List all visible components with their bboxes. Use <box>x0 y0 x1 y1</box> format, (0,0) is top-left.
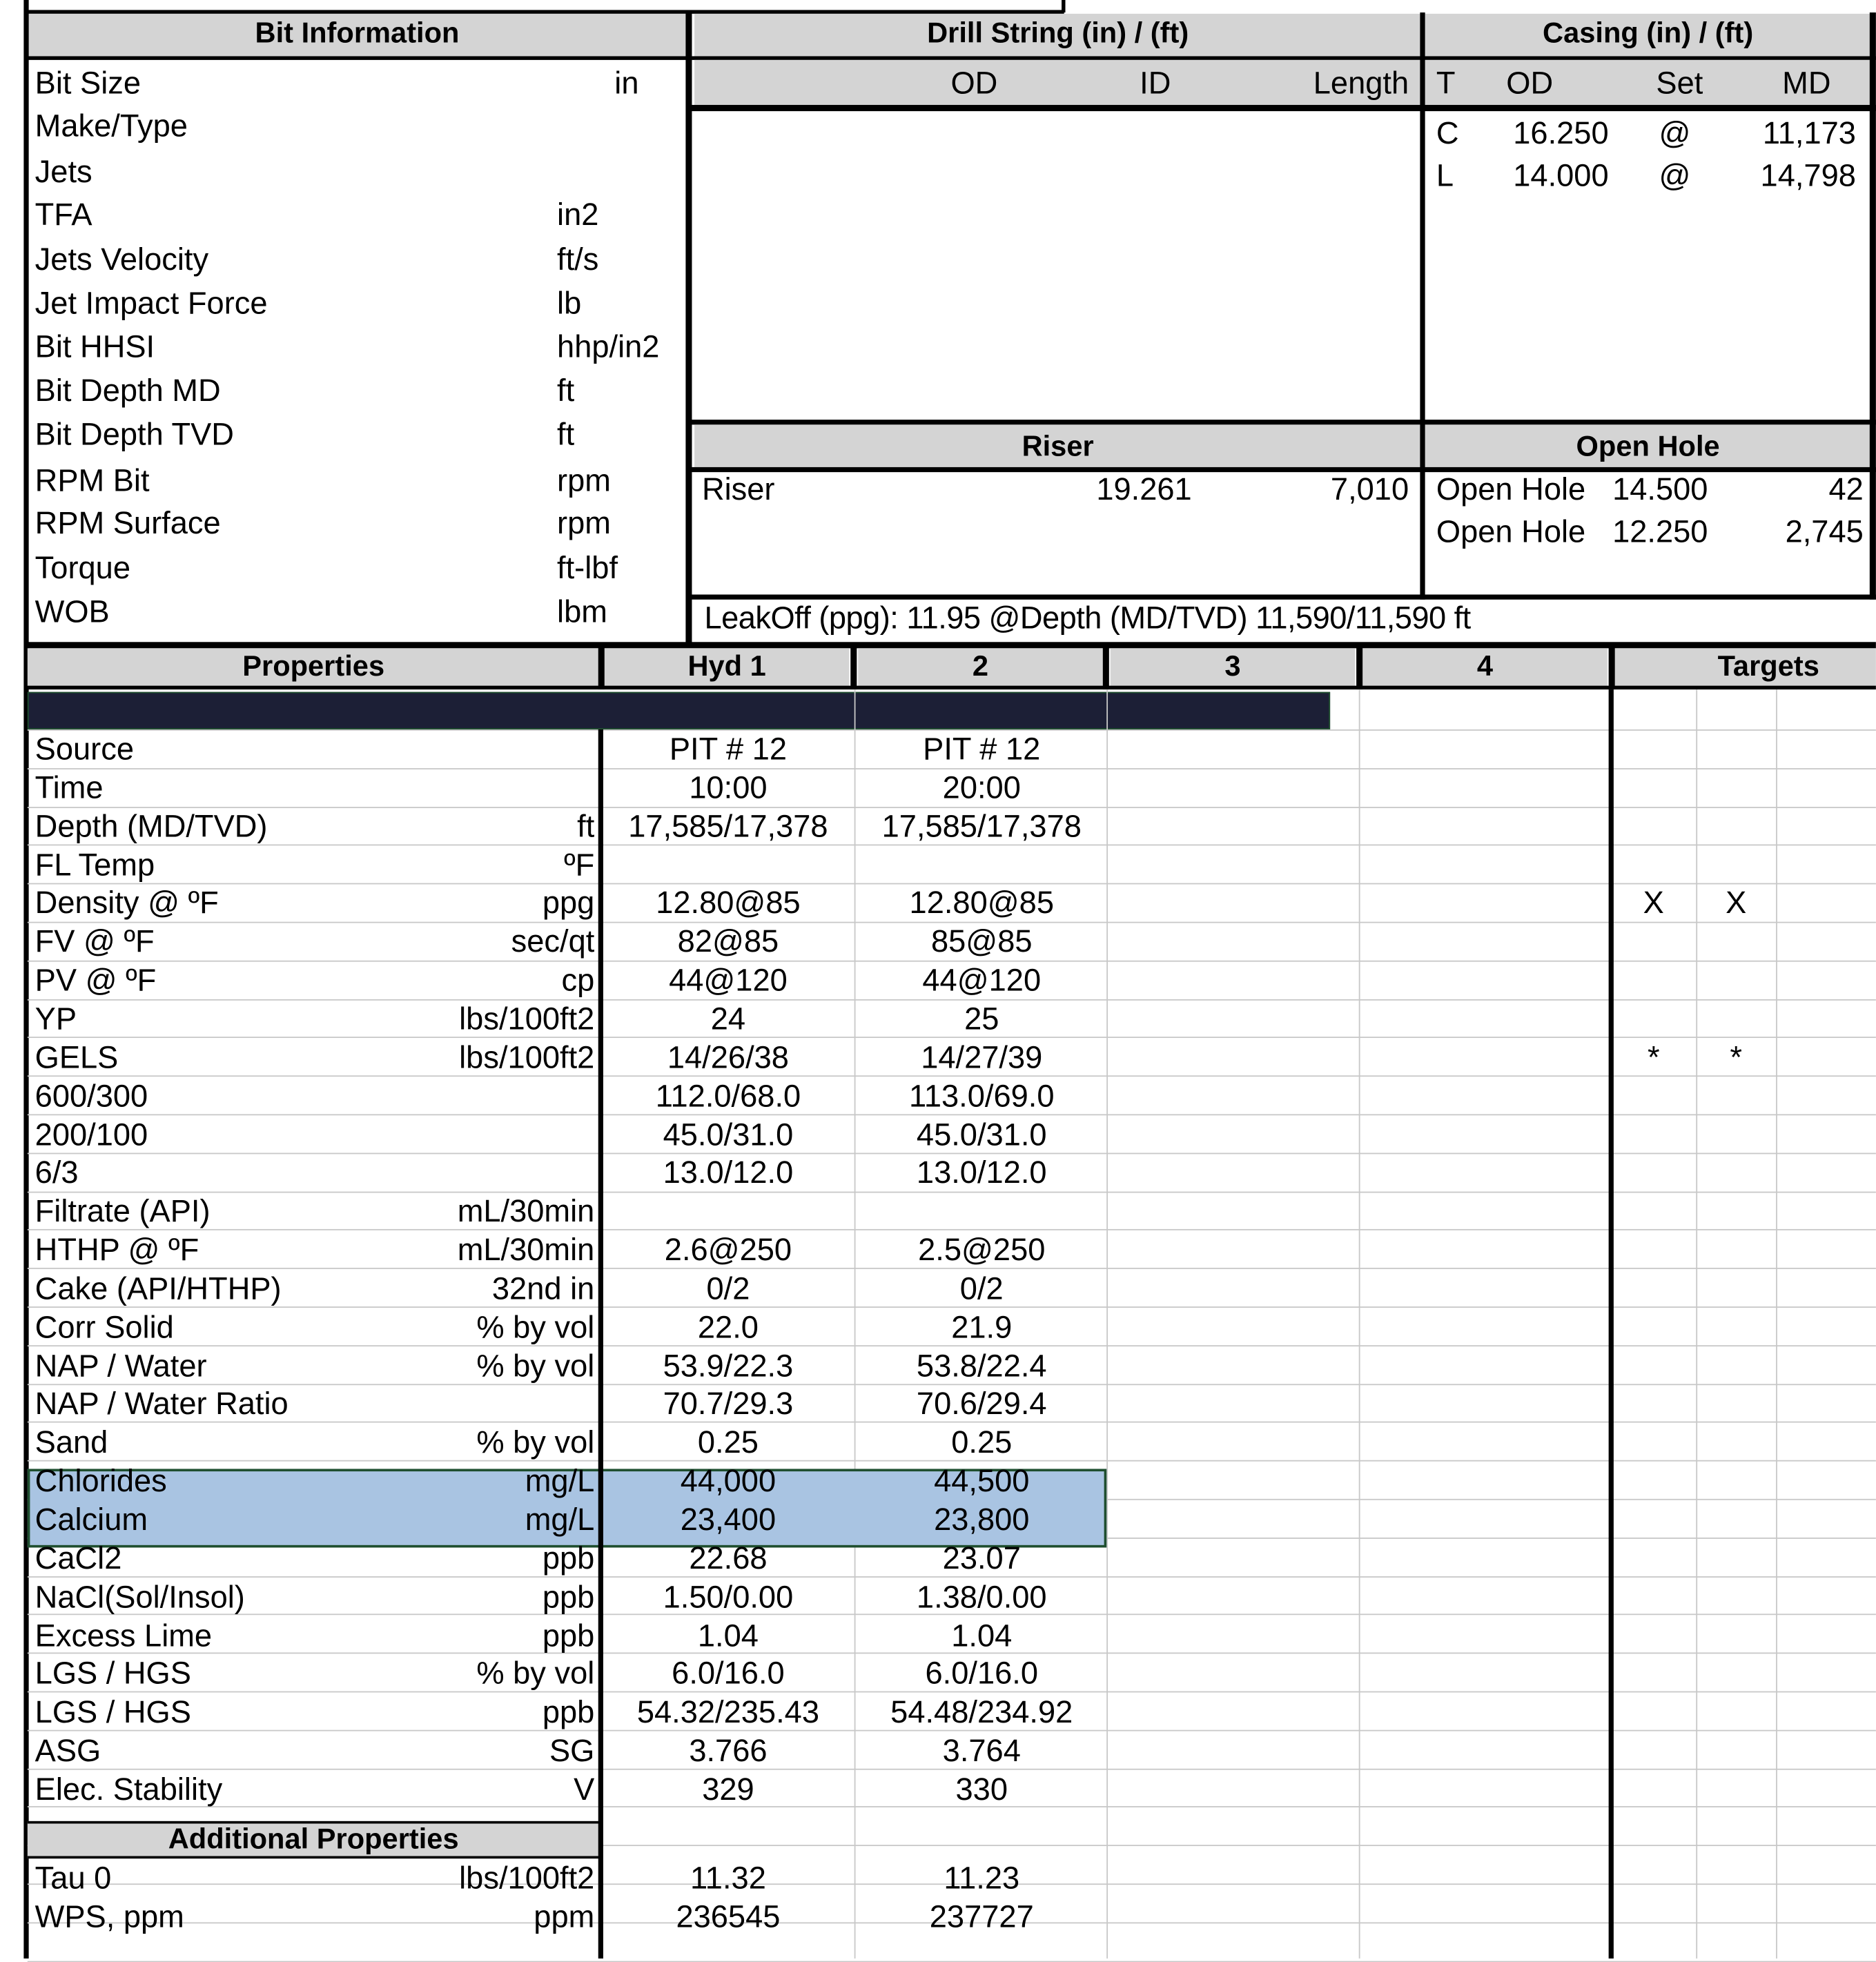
property-row <box>28 1655 1876 1694</box>
property-row <box>28 808 1876 847</box>
property-row <box>28 1117 1876 1155</box>
property-row <box>28 962 1876 1001</box>
casing-header: Casing (in) / (ft) <box>1543 16 1754 49</box>
hyd2-value[interactable]: 6.0/16.0 <box>925 1656 1039 1691</box>
property-label[interactable]: LGS / HGS <box>35 1695 191 1730</box>
bit-info-header: Bit Information <box>255 16 460 49</box>
hyd2-value[interactable]: 0.25 <box>951 1425 1013 1460</box>
drill-string-header: Drill String (in) / (ft) <box>927 16 1189 49</box>
open-hole-size: 14.500 <box>1612 472 1708 507</box>
casing-od: 16.250 <box>1513 116 1609 151</box>
property-unit[interactable]: ppb <box>542 1580 595 1616</box>
bit-info-label: Bit Size <box>35 66 141 101</box>
hyd1-value[interactable]: 10:00 <box>689 770 768 806</box>
property-label[interactable]: 6/3 <box>35 1155 79 1190</box>
drill-string-id-header: ID <box>1140 66 1171 101</box>
bit-info-label: Bit HHSI <box>35 329 155 365</box>
hyd2-value[interactable]: 1.38/0.00 <box>916 1580 1047 1616</box>
hyd1-value[interactable]: 82@85 <box>677 924 779 960</box>
bit-info-label: WOB <box>35 594 110 630</box>
bit-info-label: Jet Impact Force <box>35 286 268 322</box>
bit-info-label: Bit Depth TVD <box>35 417 234 453</box>
hyd2-value[interactable]: 53.8/22.4 <box>916 1348 1047 1384</box>
property-row <box>28 769 1876 808</box>
hyd2-value[interactable]: 21.9 <box>951 1310 1013 1346</box>
additional-property-row <box>28 1860 1876 1899</box>
hyd2-value[interactable]: 20:00 <box>942 770 1021 806</box>
hyd1-value[interactable]: 12.80@85 <box>656 885 801 921</box>
hyd1-value[interactable]: 53.9/22.3 <box>663 1348 794 1384</box>
property-unit[interactable]: ppb <box>542 1618 595 1654</box>
casing-at: @ <box>1659 158 1691 194</box>
hyd2-value[interactable]: 70.6/29.4 <box>916 1386 1047 1422</box>
drill-string-od-header: OD <box>950 66 998 101</box>
property-row <box>28 1154 1876 1193</box>
property-label[interactable]: NAP / Water Ratio <box>35 1386 289 1422</box>
property-unit[interactable]: ppb <box>542 1541 595 1577</box>
property-row <box>28 1078 1876 1117</box>
property-row <box>28 1540 1876 1579</box>
property-label[interactable]: HTHP @ ºF <box>35 1233 199 1268</box>
bit-info-unit: hhp/in2 <box>557 329 660 365</box>
property-row <box>28 1385 1876 1424</box>
property-label[interactable]: 600/300 <box>35 1079 148 1115</box>
hyd2-value[interactable]: 23.07 <box>942 1541 1021 1577</box>
targets-header: Targets <box>1717 649 1819 683</box>
property-label[interactable]: Excess Lime <box>35 1618 213 1654</box>
property-unit[interactable]: % by vol <box>476 1656 595 1691</box>
property-row <box>28 1039 1876 1078</box>
target-mark[interactable]: X <box>1726 885 1747 921</box>
casing-at: @ <box>1659 116 1691 151</box>
property-label[interactable]: Tau 0 <box>35 1861 112 1896</box>
properties-header: Properties <box>242 649 385 683</box>
property-unit[interactable]: V <box>574 1772 595 1807</box>
hyd2-value[interactable]: 17,585/17,378 <box>881 809 1082 845</box>
bit-info-unit: in <box>614 66 639 101</box>
hyd1-value[interactable]: 22.68 <box>689 1541 768 1577</box>
property-unit[interactable]: lbs/100ft2 <box>459 1040 595 1076</box>
property-label[interactable]: NaCl(Sol/Insol) <box>35 1580 245 1616</box>
property-row <box>28 1001 1876 1039</box>
bit-info-label: RPM Bit <box>35 463 150 499</box>
property-row <box>28 1424 1876 1462</box>
property-label[interactable]: GELS <box>35 1040 119 1076</box>
property-label[interactable]: Chlorides <box>35 1464 167 1499</box>
hyd1-value[interactable]: 24 <box>710 1001 746 1037</box>
hyd1-value[interactable]: PIT # 12 <box>669 732 788 767</box>
property-label[interactable]: Depth (MD/TVD) <box>35 809 268 845</box>
bit-info-unit: in2 <box>557 197 599 233</box>
property-unit[interactable]: % by vol <box>476 1348 595 1384</box>
hyd1-value[interactable]: 45.0/31.0 <box>663 1117 794 1153</box>
property-unit[interactable]: % by vol <box>476 1310 595 1346</box>
hyd1-value[interactable]: 13.0/12.0 <box>663 1155 794 1190</box>
property-row <box>28 1501 1876 1540</box>
property-unit[interactable]: mg/L <box>525 1464 595 1499</box>
hyd1-value[interactable]: 44@120 <box>669 963 788 999</box>
property-label[interactable]: Density @ ºF <box>35 885 219 921</box>
hyd1-value[interactable]: 44,000 <box>680 1464 776 1499</box>
property-row <box>28 847 1876 885</box>
target-mark[interactable]: * <box>1647 1040 1660 1076</box>
property-label[interactable]: Filtrate (API) <box>35 1194 211 1229</box>
hyd1-value[interactable]: 22.0 <box>697 1310 759 1346</box>
property-label[interactable]: Cake (API/HTHP) <box>35 1271 282 1307</box>
hyd2-value[interactable]: 237727 <box>929 1899 1034 1935</box>
bit-info-unit: ft-lbf <box>557 551 618 586</box>
hyd2-value[interactable]: 85@85 <box>930 924 1033 960</box>
hyd2-value[interactable]: 44,500 <box>934 1464 1030 1499</box>
riser-id: 19.261 <box>1096 472 1192 507</box>
casing-t-header: T <box>1436 66 1456 101</box>
bit-info-unit: lbm <box>557 594 607 630</box>
hyd2-value[interactable]: 25 <box>964 1001 999 1037</box>
property-unit[interactable]: SG <box>549 1734 595 1769</box>
property-unit[interactable]: ppg <box>542 885 595 921</box>
property-row <box>28 1694 1876 1732</box>
property-label[interactable]: 200/100 <box>35 1117 148 1153</box>
hyd1-value[interactable]: 3.766 <box>689 1734 768 1769</box>
open-hole-size: 12.250 <box>1612 514 1708 550</box>
open-hole-label: Open Hole <box>1436 472 1586 507</box>
hyd2-value[interactable]: 3.764 <box>942 1734 1021 1769</box>
property-label[interactable]: Time <box>35 770 104 806</box>
hyd2-value[interactable]: PIT # 12 <box>923 732 1041 767</box>
property-row <box>28 923 1876 962</box>
property-unit[interactable]: ppm <box>534 1899 595 1935</box>
hyd2-value[interactable]: 13.0/12.0 <box>916 1155 1047 1190</box>
property-unit[interactable]: mL/30min <box>457 1233 595 1268</box>
property-row <box>28 1193 1876 1231</box>
riser-label: Riser <box>701 472 775 507</box>
riser-header: Riser <box>1022 429 1094 462</box>
bit-info-unit: ft <box>557 417 575 453</box>
bit-info-label: Make/Type <box>35 108 188 144</box>
col-2-header: 2 <box>972 649 989 683</box>
property-row <box>28 1232 1876 1271</box>
hyd2-value[interactable]: 11.23 <box>944 1861 1020 1896</box>
drill-string-length-header: Length <box>1313 66 1409 101</box>
hyd2-value[interactable]: 1.04 <box>951 1618 1013 1654</box>
hyd2-value[interactable]: 0/2 <box>959 1271 1004 1307</box>
hyd1-value[interactable]: 2.6@250 <box>664 1233 792 1268</box>
property-row <box>28 1271 1876 1309</box>
property-unit[interactable]: sec/qt <box>511 924 595 960</box>
casing-od: 14.000 <box>1513 158 1609 194</box>
casing-od-header: OD <box>1506 66 1554 101</box>
property-label[interactable]: YP <box>35 1001 77 1037</box>
bit-info-label: TFA <box>35 197 92 233</box>
open-hole-header: Open Hole <box>1576 429 1720 462</box>
open-hole-label: Open Hole <box>1436 514 1586 550</box>
bit-info-unit: rpm <box>557 463 611 499</box>
hyd1-value[interactable]: 17,585/17,378 <box>628 809 828 845</box>
bit-info-unit: rpm <box>557 506 611 541</box>
open-hole-length: 42 <box>1828 472 1864 507</box>
hyd2-value[interactable]: 113.0/69.0 <box>909 1079 1055 1115</box>
open-hole-length: 2,745 <box>1785 514 1864 550</box>
additional-property-row <box>28 1899 1876 1937</box>
additional-properties-header: Additional Properties <box>168 1822 459 1855</box>
leakoff-text: LeakOff (ppg): 11.95 @Depth (MD/TVD) 11,590/11,590 ft <box>704 600 1471 636</box>
casing-md: 11,173 <box>1762 116 1856 151</box>
property-label[interactable]: FL Temp <box>35 847 155 883</box>
property-row <box>28 1309 1876 1348</box>
col-3-header: 3 <box>1224 649 1241 683</box>
property-unit[interactable]: mg/L <box>525 1502 595 1538</box>
property-unit[interactable]: ppb <box>542 1695 595 1730</box>
col-hyd1-header: Hyd 1 <box>687 649 766 683</box>
property-label[interactable]: ASG <box>35 1734 101 1769</box>
hyd1-value[interactable]: 70.7/29.3 <box>663 1386 794 1422</box>
hyd1-value[interactable]: 329 <box>702 1772 754 1807</box>
hyd1-value[interactable]: 14/26/38 <box>667 1040 789 1076</box>
property-unit[interactable]: lbs/100ft2 <box>459 1001 595 1037</box>
property-label[interactable]: Calcium <box>35 1502 148 1538</box>
riser-length: 7,010 <box>1330 472 1409 507</box>
bit-info-label: Torque <box>35 551 131 586</box>
property-label[interactable]: FV @ ºF <box>35 924 155 960</box>
property-row <box>28 1732 1876 1771</box>
hyd1-value[interactable]: 54.32/235.43 <box>636 1695 820 1730</box>
bit-info-unit: lb <box>557 286 582 322</box>
hyd1-value[interactable]: 0/2 <box>706 1271 750 1307</box>
property-label[interactable]: WPS, ppm <box>35 1899 184 1935</box>
property-row <box>28 1462 1876 1501</box>
bit-info-label: Jets <box>35 155 92 190</box>
hyd1-value[interactable]: 23,400 <box>680 1502 776 1538</box>
property-label[interactable]: LGS / HGS <box>35 1656 191 1691</box>
hyd2-value[interactable]: 330 <box>955 1772 1008 1807</box>
hyd2-value[interactable]: 23,800 <box>934 1502 1030 1538</box>
bit-info-label: Bit Depth MD <box>35 373 221 409</box>
hyd1-value[interactable]: 112.0/68.0 <box>655 1079 801 1115</box>
property-unit[interactable]: cp <box>561 963 595 999</box>
hyd2-value[interactable]: 44@120 <box>922 963 1042 999</box>
casing-type: L <box>1436 158 1454 194</box>
property-label[interactable]: Corr Solid <box>35 1310 174 1346</box>
hyd1-value[interactable]: 11.32 <box>690 1861 766 1896</box>
property-unit[interactable]: ºF <box>564 847 595 883</box>
hyd2-value[interactable]: 2.5@250 <box>918 1233 1046 1268</box>
hyd2-value[interactable]: 45.0/31.0 <box>916 1117 1047 1153</box>
target-mark[interactable]: * <box>1730 1040 1742 1076</box>
property-label[interactable]: Source <box>35 732 135 767</box>
hyd1-value[interactable]: 0.25 <box>697 1425 759 1460</box>
property-unit[interactable]: lbs/100ft2 <box>459 1861 595 1896</box>
casing-set-header: Set <box>1656 66 1703 101</box>
property-label[interactable]: NAP / Water <box>35 1348 207 1384</box>
hyd1-value[interactable]: 6.0/16.0 <box>672 1656 785 1691</box>
casing-type: C <box>1436 116 1459 151</box>
hyd1-value[interactable]: 236545 <box>676 1899 781 1935</box>
property-row <box>28 1348 1876 1386</box>
col-4-header: 4 <box>1476 649 1494 683</box>
property-row <box>28 1771 1876 1809</box>
hyd1-value[interactable]: 1.04 <box>697 1618 759 1654</box>
hyd1-value[interactable]: 1.50/0.00 <box>663 1580 794 1616</box>
property-row <box>28 1579 1876 1618</box>
casing-md: 14,798 <box>1760 158 1856 194</box>
property-row <box>28 1618 1876 1656</box>
property-label[interactable]: Sand <box>35 1425 108 1460</box>
bit-info-label: Jets Velocity <box>35 242 209 277</box>
casing-md-header: MD <box>1782 66 1831 101</box>
property-unit[interactable]: mL/30min <box>457 1194 595 1229</box>
property-unit[interactable]: % by vol <box>476 1425 595 1460</box>
target-mark[interactable]: X <box>1643 885 1664 921</box>
bit-info-unit: ft/s <box>557 242 599 277</box>
hyd2-value[interactable]: 12.80@85 <box>909 885 1054 921</box>
dark-title-bar <box>28 692 1330 729</box>
property-label[interactable]: Elec. Stability <box>35 1772 223 1807</box>
property-label[interactable]: PV @ ºF <box>35 963 157 999</box>
hyd2-value[interactable]: 54.48/234.92 <box>890 1695 1073 1730</box>
property-unit[interactable]: ft <box>577 809 595 845</box>
property-row <box>28 731 1876 769</box>
property-label[interactable]: CaCl2 <box>35 1541 122 1577</box>
hyd2-value[interactable]: 14/27/39 <box>921 1040 1043 1076</box>
bit-info-unit: ft <box>557 373 575 409</box>
bit-info-label: RPM Surface <box>35 506 221 541</box>
property-unit[interactable]: 32nd in <box>491 1271 595 1307</box>
property-row <box>28 884 1876 923</box>
